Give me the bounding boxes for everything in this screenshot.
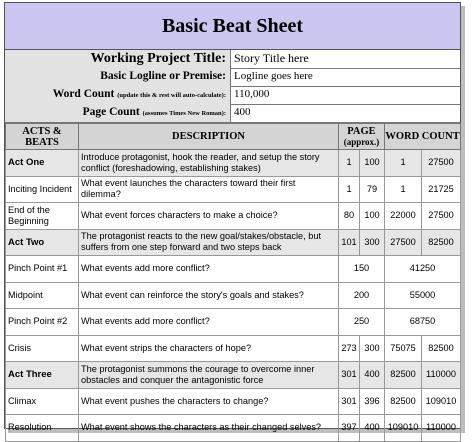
word-count-row	[5, 86, 460, 105]
page-count-field[interactable]: 400	[234, 106, 251, 118]
beat-cell: Pinch Point #2	[6, 309, 79, 336]
page-end-cell: 79	[360, 176, 385, 203]
beat-cell: Act Three	[6, 362, 79, 389]
beat-cell: Crisis	[6, 335, 79, 362]
page-start-cell: 301	[339, 362, 360, 389]
project-title-row	[5, 50, 460, 69]
page-cell: 250	[339, 309, 385, 336]
beat-sheet	[4, 2, 461, 433]
word-end-cell: 82500	[422, 335, 461, 362]
page-start-cell: 301	[339, 388, 360, 415]
beat-cell: Act Two	[6, 229, 79, 256]
beat-cell: Act One	[6, 150, 79, 177]
page-count-note: (assumes Times New Roman):	[142, 110, 226, 117]
table-row	[6, 362, 461, 389]
description-cell[interactable]: What event shows the characters as their changed selves?	[79, 415, 339, 442]
description-cell[interactable]: What event can reinforce the story's goals and stakes?	[79, 282, 339, 309]
page-start-cell: 1	[339, 176, 360, 203]
acts-header-line2: BEATS	[25, 136, 59, 148]
word-start-cell: 22000	[385, 203, 422, 230]
description-cell[interactable]: What events add more conflict?	[79, 309, 339, 336]
word-start-cell: 82500	[385, 388, 422, 415]
page-end-cell: 300	[360, 229, 385, 256]
table-row	[6, 256, 461, 283]
table-row	[6, 176, 461, 203]
word-end-cell: 27500	[422, 150, 461, 177]
page-header	[339, 124, 385, 150]
word-cell: 68750	[385, 309, 461, 336]
page-cell: 150	[339, 256, 385, 283]
page-start-cell: 273	[339, 335, 360, 362]
acts-beats-header	[6, 124, 79, 150]
page-end-cell: 400	[360, 362, 385, 389]
page-start-cell: 397	[339, 415, 360, 442]
beats-table	[5, 123, 461, 442]
word-end-cell: 21725	[422, 176, 461, 203]
page-start-cell: 1	[339, 150, 360, 177]
page-cell: 200	[339, 282, 385, 309]
logline-row	[5, 68, 460, 87]
word-start-cell: 75075	[385, 335, 422, 362]
page-count-label	[5, 104, 231, 122]
word-end-cell: 27500	[422, 203, 461, 230]
word-start-cell: 27500	[385, 229, 422, 256]
word-start-cell: 1	[385, 150, 422, 177]
description-cell[interactable]: Introduce protagonist, hook the reader, and setup the story conflict (foreshadowing, establishing stakes)	[79, 150, 339, 177]
beat-cell: Inciting Incident	[6, 176, 79, 203]
description-cell[interactable]: What events add more conflict?	[79, 256, 339, 283]
word-count-label	[5, 86, 231, 104]
table-row	[6, 282, 461, 309]
description-cell[interactable]: What event strips the characters of hope?	[79, 335, 339, 362]
word-count-note: (update this & rest will auto-calculate):	[117, 92, 226, 99]
page-start-cell: 80	[339, 203, 360, 230]
acts-header-line1: ACTS &	[22, 125, 62, 137]
page-header-line2: (approx.)	[343, 136, 380, 147]
beat-cell: Pinch Point #1	[6, 256, 79, 283]
page-end-cell: 100	[360, 150, 385, 177]
logline-field[interactable]: Logline goes here	[234, 70, 313, 82]
table-row	[6, 203, 461, 230]
word-cell: 41250	[385, 256, 461, 283]
sheet-title: Basic Beat Sheet	[5, 3, 460, 50]
word-count-field[interactable]: 110,000	[234, 88, 270, 100]
beat-cell: Midpoint	[6, 282, 79, 309]
word-end-cell: 109010	[422, 388, 461, 415]
page-end-cell: 400	[360, 415, 385, 442]
page-end-cell: 100	[360, 203, 385, 230]
description-cell[interactable]: The protagonist summons the courage to overcome inner obstacles and conquer the antagonistic force	[79, 362, 339, 389]
page-end-cell: 300	[360, 335, 385, 362]
table-row	[6, 335, 461, 362]
page-count-label-text: Page Count	[82, 106, 140, 118]
page-header-line1: PAGE	[347, 125, 376, 137]
page-count-row	[5, 104, 460, 123]
word-count-label-text: Word Count	[52, 88, 115, 100]
description-cell[interactable]: What event launches the characters toward their first dilemma?	[79, 176, 339, 203]
word-end-cell: 110000	[422, 362, 461, 389]
description-header: DESCRIPTION	[79, 124, 339, 150]
word-count-header: WORD COUNT	[385, 124, 461, 150]
word-cell: 55000	[385, 282, 461, 309]
project-title-field[interactable]: Story Title here	[234, 51, 309, 65]
logline-label: Basic Logline or Premise:	[5, 68, 231, 86]
header-row	[6, 124, 461, 150]
beat-cell: End of the Beginning	[6, 203, 79, 230]
description-cell[interactable]: What event pushes the characters to change?	[79, 388, 339, 415]
word-start-cell: 82500	[385, 362, 422, 389]
description-cell[interactable]: What event forces characters to make a choice?	[79, 203, 339, 230]
beat-cell: Climax	[6, 388, 79, 415]
word-end-cell: 82500	[422, 229, 461, 256]
table-row	[6, 229, 461, 256]
table-row	[6, 309, 461, 336]
table-row	[6, 415, 461, 442]
beat-cell: Resolution	[6, 415, 79, 442]
word-end-cell: 110000	[422, 415, 461, 442]
word-start-cell: 109010	[385, 415, 422, 442]
description-cell[interactable]: The protagonist reacts to the new goal/stakes/obstacle, but suffers from one step forward and two steps back	[79, 229, 339, 256]
page-end-cell: 396	[360, 388, 385, 415]
word-start-cell: 1	[385, 176, 422, 203]
table-row	[6, 150, 461, 177]
table-row	[6, 388, 461, 415]
page-start-cell: 101	[339, 229, 360, 256]
project-title-label: Working Project Title:	[5, 50, 231, 68]
